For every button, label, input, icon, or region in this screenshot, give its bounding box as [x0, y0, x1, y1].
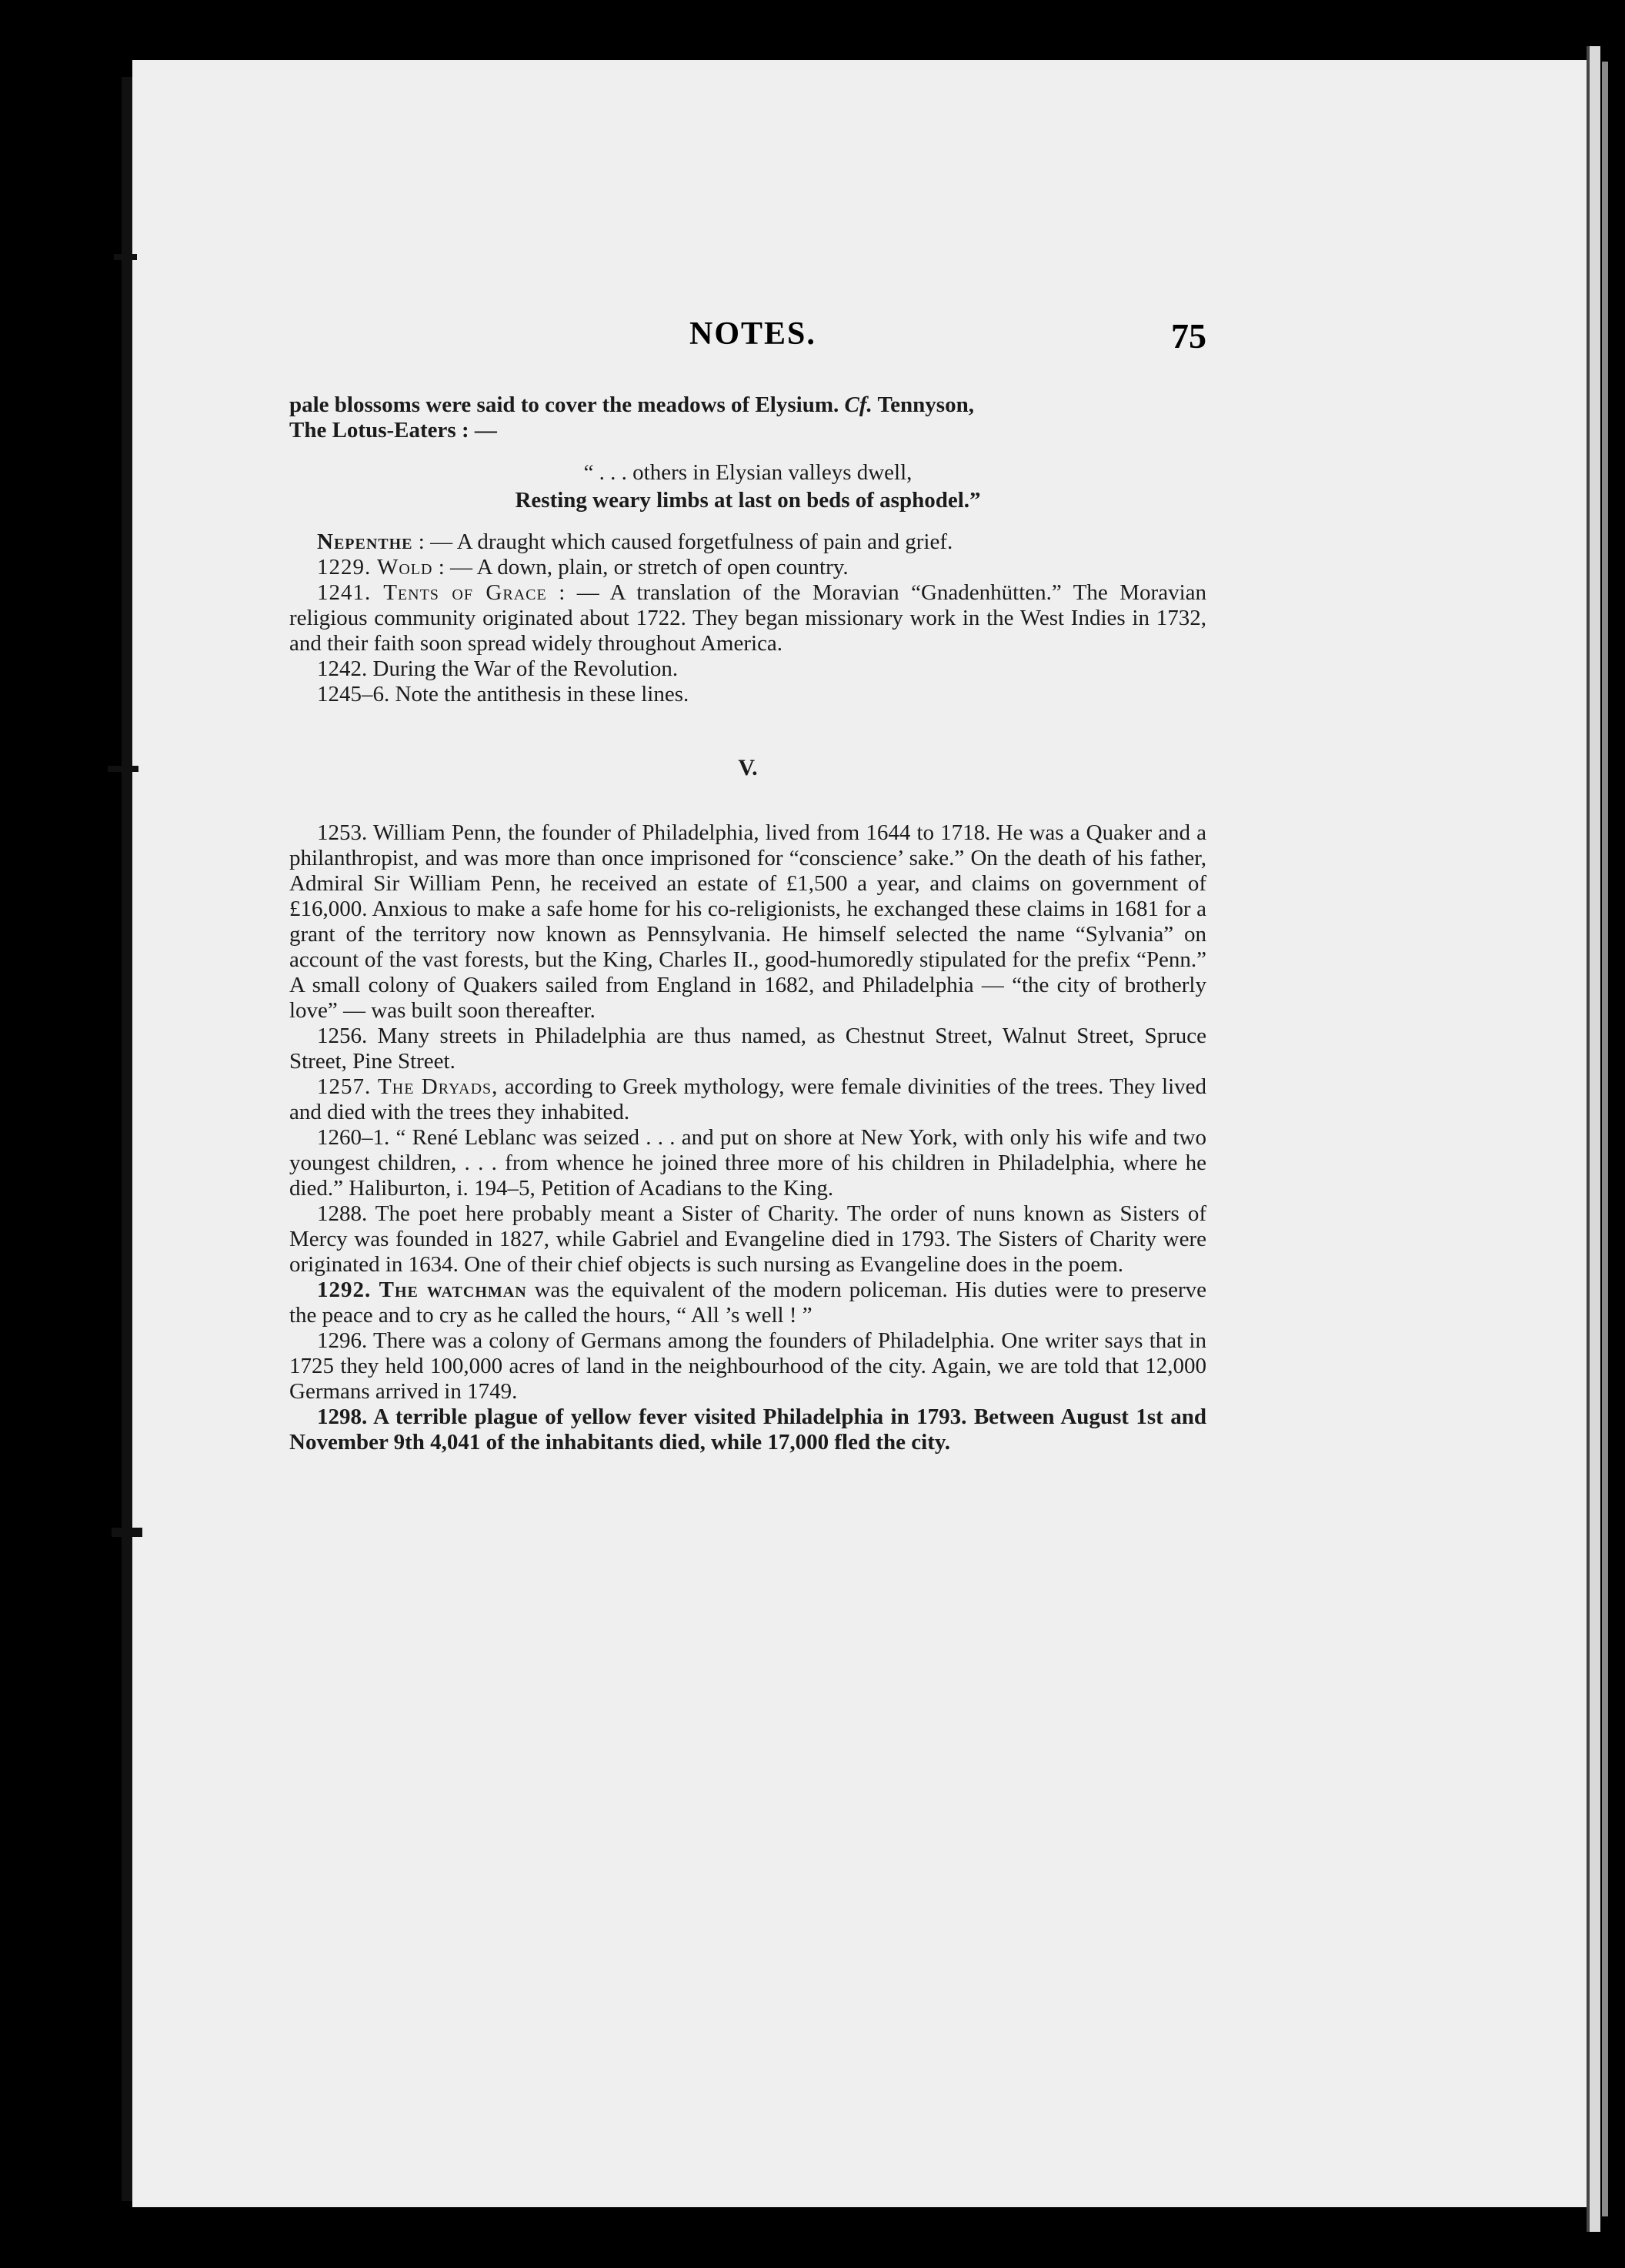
binding-mark [114, 254, 137, 260]
verse-quote [289, 459, 1206, 514]
binding-mark [108, 766, 138, 772]
verse-line: Resting weary limbs at last on beds of asphodel.” [515, 488, 981, 513]
note-entry [289, 1125, 1206, 1201]
note-entry [289, 1278, 1206, 1328]
note-entry [289, 555, 1206, 580]
paragraph-text: The Lotus-Eaters : — [289, 418, 497, 443]
note-label: Nepenthe [317, 529, 413, 554]
note-entry [289, 580, 1206, 656]
note-entry [289, 1328, 1206, 1405]
note-label: 1256. [317, 1024, 368, 1048]
note-text: Many streets in Philadelphia are thus named, as Chestnut Street, Walnut Street, Spruce Street, Pine Street. [289, 1024, 1207, 1074]
note-label: 1292. The watchman [317, 1278, 527, 1302]
note-entry [289, 1074, 1206, 1125]
note-entry [289, 529, 1206, 555]
page-edge-shadow [1602, 62, 1608, 2216]
section-heading: V. [738, 755, 758, 780]
note-text: according to Greek mythology, were female divinities of the trees. They lived and died with the trees they inhabited. [289, 1074, 1206, 1124]
paragraph-text: pale blossoms were said to cover the meadows of Elysium. [289, 392, 839, 417]
note-entry [289, 656, 1206, 682]
note-label: 1242. [317, 656, 368, 681]
page-header [289, 316, 1206, 362]
note-text: Note the antithesis in these lines. [395, 682, 689, 706]
page-number: 75 [1171, 316, 1206, 356]
note-label: 1245–6. [317, 682, 390, 706]
note-label: 1241. Tents of Grace [317, 580, 547, 605]
note-text: William Penn, the founder of Philadelphia, lived from 1644 to 1718. He was a Quaker and a philanthropist, and was more than once imprisoned for “conscience’ sake.” On the death of his father, Admiral Sir William Penn, he received an estate of £1,500 a year, and claims on government of £16,000. Anxious to make a safe home for his co-religionists, he exchanged these claims in 1681 for a grant of the territory now known as Pennsylvania. He himself selected the name “Sylvania” on account of the vast forests, but the King, Charles II., good-humoredly stipulated for the prefix “Penn.” A small colony of Quakers sailed from England in 1682, and Philadelphia — “the city of brotherly love” — was built soon thereafter. [289, 820, 1206, 1023]
note-label: 1298. [317, 1405, 368, 1429]
paragraph-text: Tennyson, [877, 392, 974, 417]
note-label: 1229. Wold [317, 555, 433, 580]
page-edge [1587, 46, 1600, 2232]
cf-abbrev: Cf. [844, 392, 873, 417]
running-head: NOTES. [689, 316, 816, 352]
note-text: There was a colony of Germans among the founders of Philadelphia. One writer says that in 1725 they held 100,000 acres of land in the neighbourhood of the city. Again, we are told that 12,000 Germans arrived in 1749. [289, 1328, 1206, 1404]
note-text: The poet here probably meant a Sister of Charity. The order of nuns known as Sisters of Mercy was founded in 1827, while Gabriel and Evangeline died in 1793. The Sisters of Charity were originated in 1634. One of their chief objects is such nursing as Evangeline does in the poem. [289, 1201, 1206, 1277]
note-label: 1288. [317, 1201, 368, 1226]
note-label: 1257. The Dryads, [317, 1074, 499, 1099]
note-text: : — A down, plain, or stretch of open country. [438, 555, 849, 580]
note-label: 1296. [317, 1328, 368, 1353]
note-entry [289, 1201, 1206, 1278]
note-entry [289, 1405, 1206, 1455]
note-text: “ René Leblanc was seized . . . and put on shore at New York, with only his wife and two youngest children, . . . from whence he joined three more of his children in Philadelphia, where he died.” Haliburton, i. 194–5, Petition of Acadians to the King. [289, 1125, 1207, 1201]
note-entry [289, 682, 1206, 707]
continued-paragraph [289, 392, 1206, 443]
note-entry [289, 820, 1206, 1024]
note-label: 1253. [317, 820, 368, 845]
binding-mark [112, 1528, 142, 1537]
note-text: : — A draught which caused forgetfulness of pain and grief. [418, 529, 953, 554]
verse-line: “ . . . others in Elysian valleys dwell, [583, 460, 913, 485]
notes-body [289, 392, 1206, 1455]
note-text: During the War of the Revolution. [372, 656, 679, 681]
note-text: was the equivalent of the modern policeman. His duties were to preserve the peace and to cry as he called the hours, “ All ’s well ! ” [289, 1278, 1207, 1328]
note-entry [289, 1024, 1206, 1074]
note-label: 1260–1. [317, 1125, 390, 1150]
note-text: A terrible plague of yellow fever visited Philadelphia in 1793. Between August 1st and November 9th 4,041 of the inhabitants died, while 17,000 fled the city. [289, 1405, 1207, 1455]
note-text: : — A translation of the Moravian “Gnadenhütten.” The Moravian religious community originated about 1722. They began missionary work in the West Indies in 1732, and their faith soon spread widely throughout America. [289, 580, 1207, 656]
